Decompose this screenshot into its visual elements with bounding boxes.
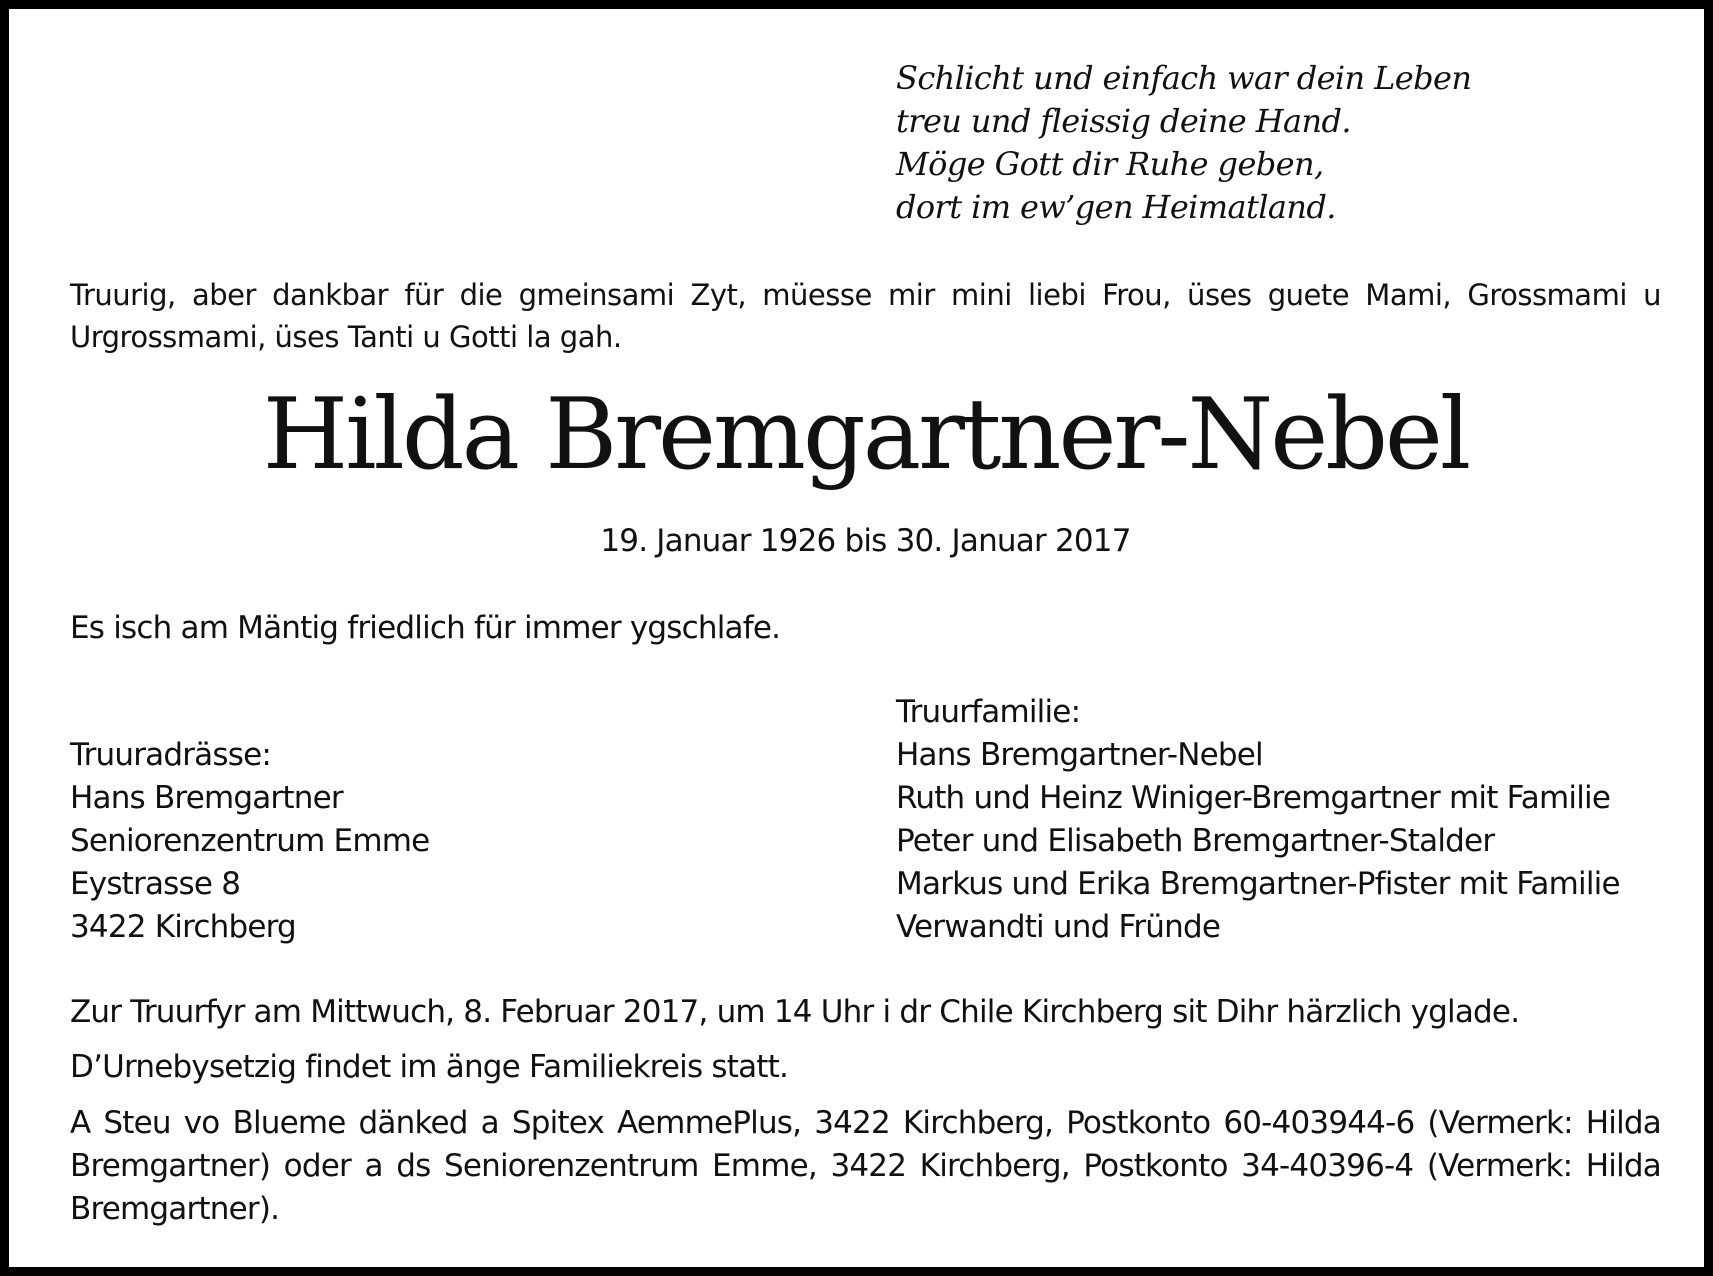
life-dates: 19. Januar 1926 bis 30. Januar 2017 [600,523,1131,559]
poem-line: dort im ew’gen Heimatland. [896,188,1336,226]
mourning-family-heading: Truurfamilie: [896,694,1081,730]
address-line: Eystrasse 8 [70,866,241,902]
donation-info: A Steu vo Blueme dänked a Spitex AemmePlus, 3422 Kirchberg, Postkonto 60-403944-6 (Vermerk: Hilda Bremgartner) oder a ds Seniorenzentrum Emme, 3422 Kirchberg, Postkonto 34-40396-4 (Vermerk: Hilda Bremgartner). [70,1105,1661,1227]
address-line: Hans Bremgartner [70,780,343,816]
intro-text: Truurig, aber dankbar für die gmeinsami Zyt, müesse mir mini liebi Frou, üses guete Mami, Grossmami u Urgrossmami, üses Tanti u Gotti la gah. [70,278,1661,354]
mourning-address-heading: Truuradrässe: [70,737,271,773]
family-member-line: Peter und Elisabeth Bremgartner-Stalder [896,823,1495,859]
poem-verse [896,57,1471,229]
family-member-line: Markus und Erika Bremgartner-Pfister mit Familie [896,866,1620,902]
mourning-address-block [70,734,429,949]
family-member-line: Ruth und Heinz Winiger-Bremgartner mit Familie [896,780,1611,816]
deceased-name: Hilda Bremgartner-Nebel [262,378,1469,492]
address-line: 3422 Kirchberg [70,909,296,945]
family-member-line: Verwandti und Fründe [896,909,1221,945]
service-info: Zur Truurfyr am Mittwuch, 8. Februar 2017, um 14 Uhr i dr Chile Kirchberg sit Dihr härzlich yglade. [70,994,1520,1030]
address-line: Seniorenzentrum Emme [70,823,430,859]
poem-line: Möge Gott dir Ruhe geben, [896,145,1324,183]
urn-info: D’Urnebysetzig findet im änge Familiekreis statt. [70,1049,789,1085]
poem-line: treu und fleissig deine Hand. [896,102,1351,140]
passing-note: Es isch am Mäntig friedlich für immer ygschlafe. [70,610,781,646]
poem-line: Schlicht und einfach war dein Leben [896,59,1472,97]
mourning-family-block [896,691,1620,949]
family-member-line: Hans Bremgartner-Nebel [896,737,1263,773]
